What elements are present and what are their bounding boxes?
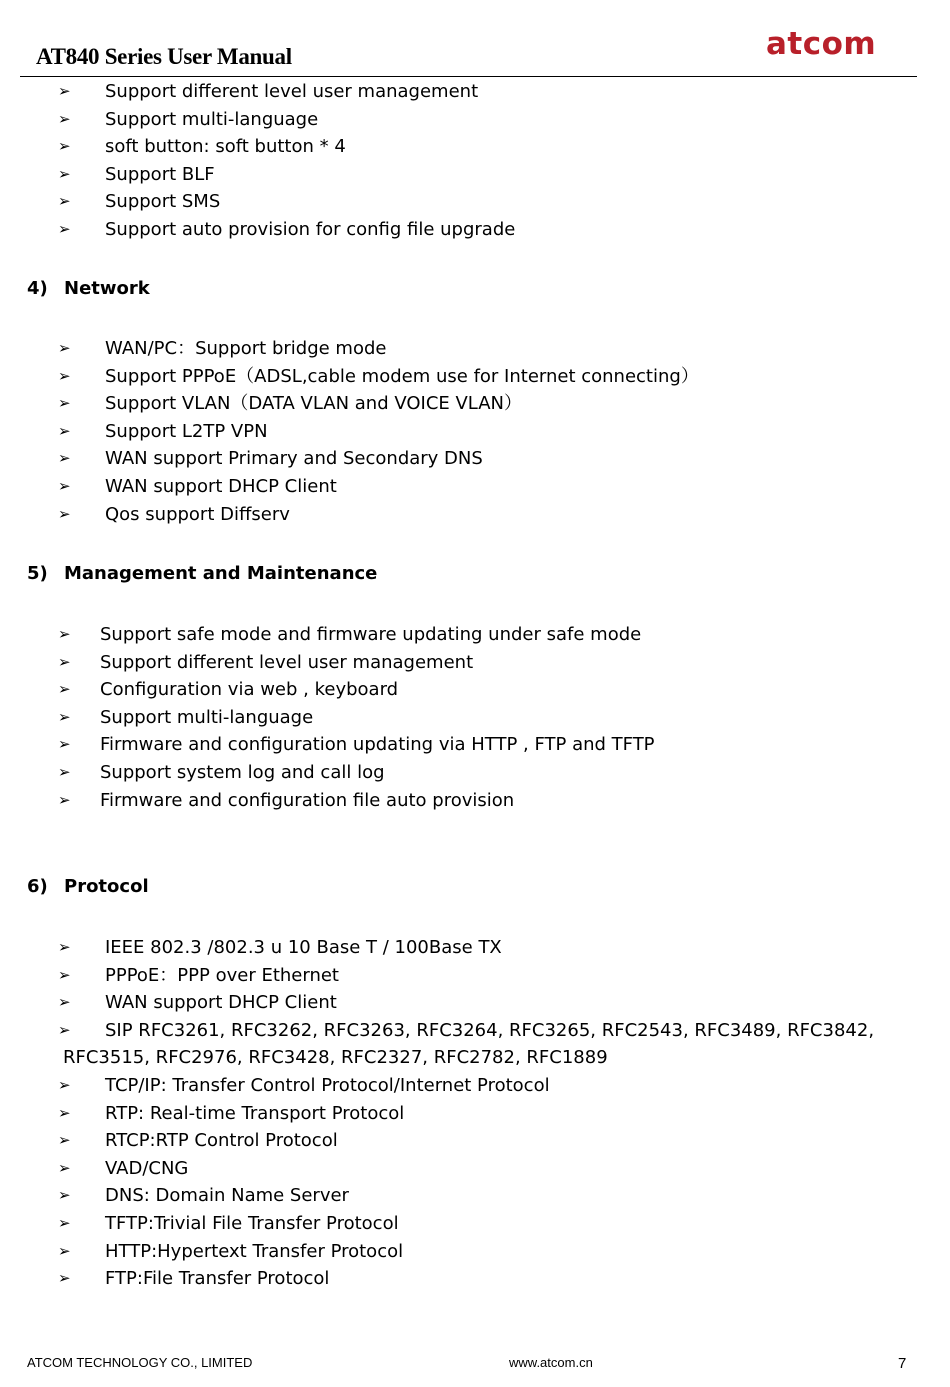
list-item: ➢ Qos support Diffserv: [0, 501, 950, 529]
bullet-arrow-icon: ➢: [58, 219, 71, 238]
network-feature-list: [0, 335, 950, 528]
bullet-arrow-icon: ➢: [58, 762, 71, 781]
bullet-arrow-icon: ➢: [58, 421, 71, 440]
bullet-arrow-icon: ➢: [58, 993, 71, 1012]
bullet-arrow-icon: ➢: [58, 652, 71, 671]
list-item: ➢ WAN/PC：Support bridge mode: [0, 335, 950, 363]
bullet-arrow-icon: ➢: [58, 1213, 71, 1232]
bullet-arrow-icon: ➢: [58, 1075, 71, 1094]
list-item: ➢ DNS: Domain Name Server: [0, 1182, 950, 1210]
manual-title: AT840 Series User Manual: [36, 44, 292, 69]
protocol-feature-list: [0, 934, 950, 1293]
bullet-arrow-icon: ➢: [58, 339, 71, 357]
list-item: ➢ RTP: Real-time Transport Protocol: [0, 1100, 950, 1128]
bullet-arrow-icon: ➢: [58, 965, 71, 984]
bullet-arrow-icon: ➢: [58, 1020, 71, 1039]
list-item: ➢ Firmware and configuration updating via HTTP , FTP and TFTP: [0, 731, 950, 759]
list-item: ➢ TCP/IP: Transfer Control Protocol/Internet Protocol: [0, 1072, 950, 1100]
bullet-arrow-icon: ➢: [58, 366, 71, 385]
list-item: ➢ PPPoE：PPP over Ethernet: [0, 962, 950, 990]
footer-website: www.atcom.cn: [509, 1355, 593, 1370]
section-heading-protocol: 6) Protocol: [27, 876, 149, 897]
bullet-arrow-icon: ➢: [58, 1158, 71, 1177]
bullet-arrow-icon: ➢: [58, 625, 71, 643]
bullet-arrow-icon: ➢: [58, 680, 71, 699]
bullet-arrow-icon: ➢: [58, 1269, 71, 1288]
list-item: ➢ RTCP:RTP Control Protocol: [0, 1127, 950, 1155]
bullet-arrow-icon: ➢: [58, 1186, 71, 1205]
bullet-arrow-icon: ➢: [58, 938, 71, 956]
list-item: ➢ FTP:File Transfer Protocol: [0, 1265, 950, 1293]
bullet-arrow-icon: ➢: [58, 164, 71, 183]
list-item: ➢ Support system log and call log: [0, 759, 950, 787]
list-item: ➢ HTTP:Hypertext Transfer Protocol: [0, 1238, 950, 1266]
list-item: ➢ WAN support DHCP Client: [0, 473, 950, 501]
list-item: ➢ WAN support Primary and Secondary DNS: [0, 445, 950, 473]
list-item: ➢ Support auto provision for config file upgrade: [0, 216, 950, 244]
list-item: ➢ Support safe mode and firmware updating under safe mode: [0, 621, 950, 649]
list-item: ➢ Support different level user management: [0, 78, 950, 106]
page-number: 7: [898, 1355, 907, 1372]
bullet-arrow-icon: ➢: [58, 449, 71, 468]
list-item: ➢ Support multi-language: [0, 704, 950, 732]
bullet-arrow-icon: ➢: [58, 192, 71, 211]
atcom-logo: atcom: [766, 26, 877, 62]
list-item: ➢ SIP RFC3261, RFC3262, RFC3263, RFC3264, RFC3265, RFC2543, RFC3489, RFC3842, RFC3515, RFC2976, RFC3428, RFC2327, RFC2782, RFC1889: [0, 1017, 950, 1072]
bullet-arrow-icon: ➢: [58, 137, 71, 156]
list-item: ➢ Support different level user management: [0, 649, 950, 677]
list-item: ➢ Firmware and configuration file auto provision: [0, 787, 950, 815]
bullet-arrow-icon: ➢: [58, 109, 71, 128]
list-item: ➢ WAN support DHCP Client: [0, 989, 950, 1017]
list-item: ➢ Support BLF: [0, 161, 950, 189]
list-item: ➢ TFTP:Trivial File Transfer Protocol: [0, 1210, 950, 1238]
list-item: ➢ Support SMS: [0, 188, 950, 216]
list-item: ➢ Support VLAN（DATA VLAN and VOICE VLAN）: [0, 390, 950, 418]
bullet-arrow-icon: ➢: [58, 504, 71, 523]
bullet-arrow-icon: ➢: [58, 476, 71, 495]
footer-company: ATCOM TECHNOLOGY CO., LIMITED: [27, 1355, 253, 1370]
list-item: ➢ VAD/CNG: [0, 1155, 950, 1183]
section-heading-management: 5) Management and Maintenance: [27, 563, 378, 584]
list-item: ➢ IEEE 802.3 /802.3 u 10 Base T / 100Base TX: [0, 934, 950, 962]
list-item: ➢ Support PPPoE（ADSL,cable modem use for Internet connecting）: [0, 363, 950, 391]
bullet-arrow-icon: ➢: [58, 1131, 71, 1150]
bullet-arrow-icon: ➢: [58, 707, 71, 726]
section-heading-network: 4) Network: [27, 278, 150, 299]
bullet-arrow-icon: ➢: [58, 790, 71, 809]
bullet-arrow-icon: ➢: [58, 735, 71, 754]
management-feature-list: [0, 621, 950, 814]
list-item: ➢ Support multi-language: [0, 106, 950, 134]
bullet-arrow-icon: ➢: [58, 82, 71, 100]
bullet-arrow-icon: ➢: [58, 1241, 71, 1260]
list-item: ➢ soft button: soft button * 4: [0, 133, 950, 161]
bullet-arrow-icon: ➢: [58, 394, 71, 413]
bullet-arrow-icon: ➢: [58, 1103, 71, 1122]
list-item: ➢ Configuration via web , keyboard: [0, 676, 950, 704]
list-item: ➢ Support L2TP VPN: [0, 418, 950, 446]
intro-feature-list: [0, 78, 950, 244]
header-divider: [20, 76, 917, 77]
